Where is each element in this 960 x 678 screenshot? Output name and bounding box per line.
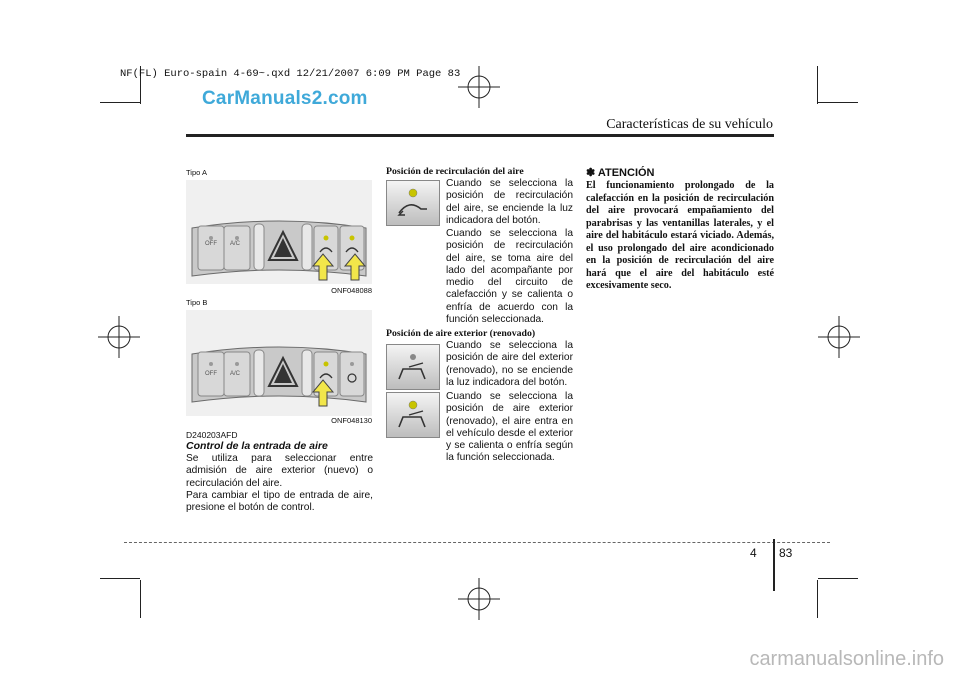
warning-symbol-icon: ✽ — [586, 167, 596, 179]
page-number: 83 — [779, 546, 793, 560]
paragraph: Cuando se selecciona la posición de aire del exterior (renovado), no se enciende la luz indicadora del botón. — [446, 340, 573, 388]
paragraph: Cuando se selecciona la posición de recirculación del aire, se enciende la luz indicadora del botón. — [446, 178, 573, 226]
warning-title-text: ATENCIÓN — [597, 167, 655, 179]
figure-tipo-a — [186, 166, 372, 294]
fresh-air-heading: Posición de aire exterior (renovado) — [386, 328, 536, 339]
crop-mark — [100, 578, 140, 579]
page-number-divider — [773, 539, 775, 591]
figure-label: Tipo A — [186, 168, 207, 177]
chapter-number: 4 — [750, 546, 757, 560]
crop-mark — [817, 66, 818, 104]
fresh-air-button-led-on — [386, 392, 440, 438]
header-rule — [186, 134, 774, 137]
fresh-air-button-led-off — [386, 344, 440, 390]
recirculation-heading: Posición de recirculación del aire — [386, 166, 524, 177]
figure-off-label: OFF — [205, 241, 217, 247]
recirculation-icon — [387, 181, 439, 225]
paragraph: Cuando se selecciona la posición de aire exterior (renovado), el aire entra en el vehículo desde el exterior y se calienta o enfría según la función seleccionada. — [446, 391, 573, 464]
registration-target-icon — [458, 66, 500, 108]
section-heading: Control de la entrada de aire — [186, 440, 328, 452]
fresh-air-icon — [387, 345, 439, 389]
crop-mark — [817, 580, 818, 618]
footer-watermark: carmanualsonline.info — [749, 648, 944, 670]
fresh-air-icon — [387, 393, 439, 437]
recirculation-button-led-on — [386, 180, 440, 226]
warning-text: El funcionamiento prolongado de la calefacción en la posición de recirculación del aire provocará empañamiento del parabrisas y las ventanillas laterales, y el aire del habitáculo estará viciado. Además, el uso prolongado del aire acondicionado en la posición de recirculación del aire hará que el aire del habitáculo esté excesivamente seco. — [586, 180, 774, 291]
registration-target-icon — [98, 316, 140, 358]
file-info: NF(FL) Euro-spain 4-69~.qxd 12/21/2007 6:09 PM Page 83 — [120, 68, 461, 80]
footer-rule — [124, 542, 830, 543]
figure-label: Tipo B — [186, 298, 208, 307]
registration-target-icon — [818, 316, 860, 358]
figure-ac-label: A/C — [230, 371, 241, 377]
figure-code: ONF048088 — [331, 286, 372, 295]
crop-mark — [140, 580, 141, 618]
figure-ac-label: A/C — [230, 241, 241, 247]
paragraph: Cuando se selecciona la posición de recirculación del aire, se toma aire del lado del acompañante por medio del circuito de calefacción y se calienta o enfría de acuerdo con la función seleccionada. — [446, 228, 573, 326]
figure-code: ONF048130 — [331, 416, 372, 425]
section-title: Características de su vehículo — [606, 117, 773, 132]
paragraph: Para cambiar el tipo de entrada de aire, presione el botón de control. — [186, 490, 373, 514]
crop-mark — [818, 102, 858, 103]
reference-code: D240203AFD — [186, 430, 238, 440]
paragraph: Se utiliza para seleccionar entre admisión de aire exterior (nuevo) o recirculación del aire. — [186, 453, 373, 489]
figure-tipo-b — [186, 296, 372, 424]
watermark-logo: CarManuals2.com — [202, 88, 368, 109]
crop-mark — [100, 102, 140, 103]
figure-off-label: OFF — [205, 371, 217, 377]
registration-target-icon — [458, 578, 500, 620]
crop-mark — [818, 578, 858, 579]
climate-panel-illustration — [186, 180, 372, 284]
warning-title — [586, 166, 655, 179]
climate-panel-illustration — [186, 310, 372, 416]
